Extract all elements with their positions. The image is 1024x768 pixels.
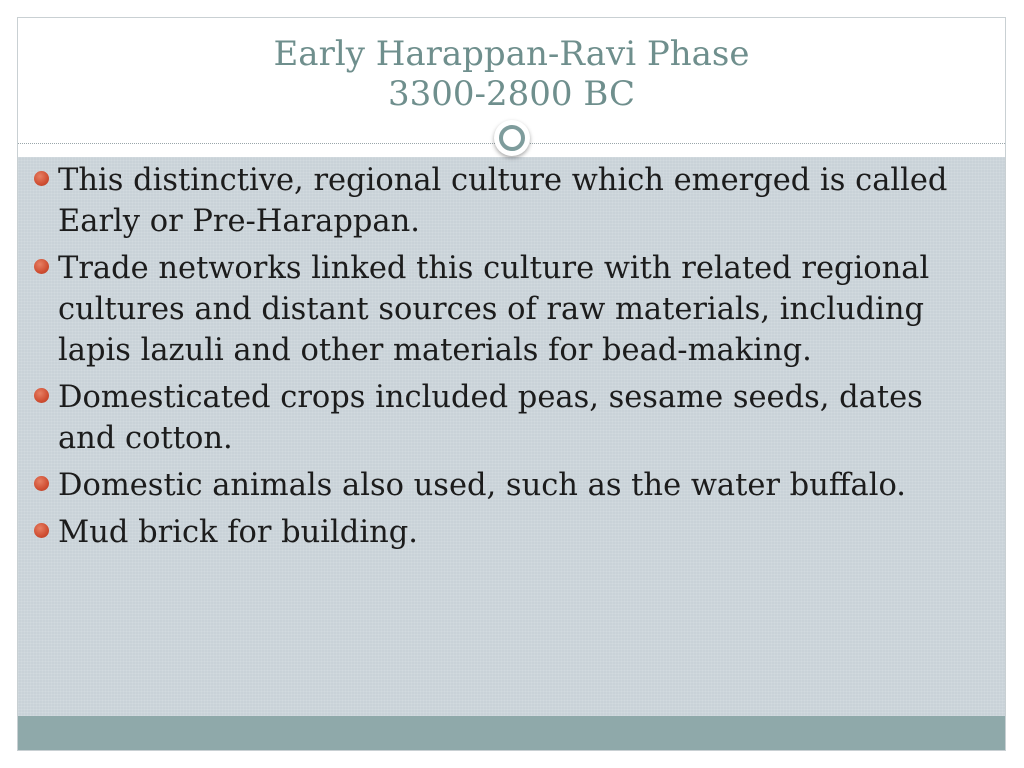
bullet-text: This distinctive, regional culture which emerged is called Early or Pre-Harappan.: [58, 163, 948, 239]
bullet-dot-icon: [34, 259, 49, 274]
bullet-item: [30, 512, 960, 553]
bullet-text: Trade networks linked this culture with related regional cultures and distant sources of raw materials, including lapis lazuli and other materials for bead-making.: [58, 251, 930, 368]
bullet-dot-icon: [34, 388, 49, 403]
bullet-text: Domesticated crops included peas, sesame seeds, dates and cotton.: [58, 380, 923, 456]
ring-inner: [499, 125, 525, 151]
bullet-list: [30, 160, 960, 559]
slide-subtitle: 3300-2800 BC: [388, 74, 635, 114]
bullet-text: Domestic animals also used, such as the water buffalo.: [58, 468, 906, 503]
ring-ornament-icon: [494, 120, 530, 156]
bullet-dot-icon: [34, 523, 49, 538]
bullet-text: Mud brick for building.: [58, 515, 418, 550]
bullet-item: [30, 377, 960, 459]
bullet-item: [30, 160, 960, 242]
bullet-dot-icon: [34, 476, 49, 491]
bullet-item: [30, 465, 960, 506]
bullet-dot-icon: [34, 171, 49, 186]
slide-title: Early Harappan-Ravi Phase: [273, 34, 750, 74]
bullet-item: [30, 248, 960, 371]
footer-band: [18, 716, 1005, 751]
